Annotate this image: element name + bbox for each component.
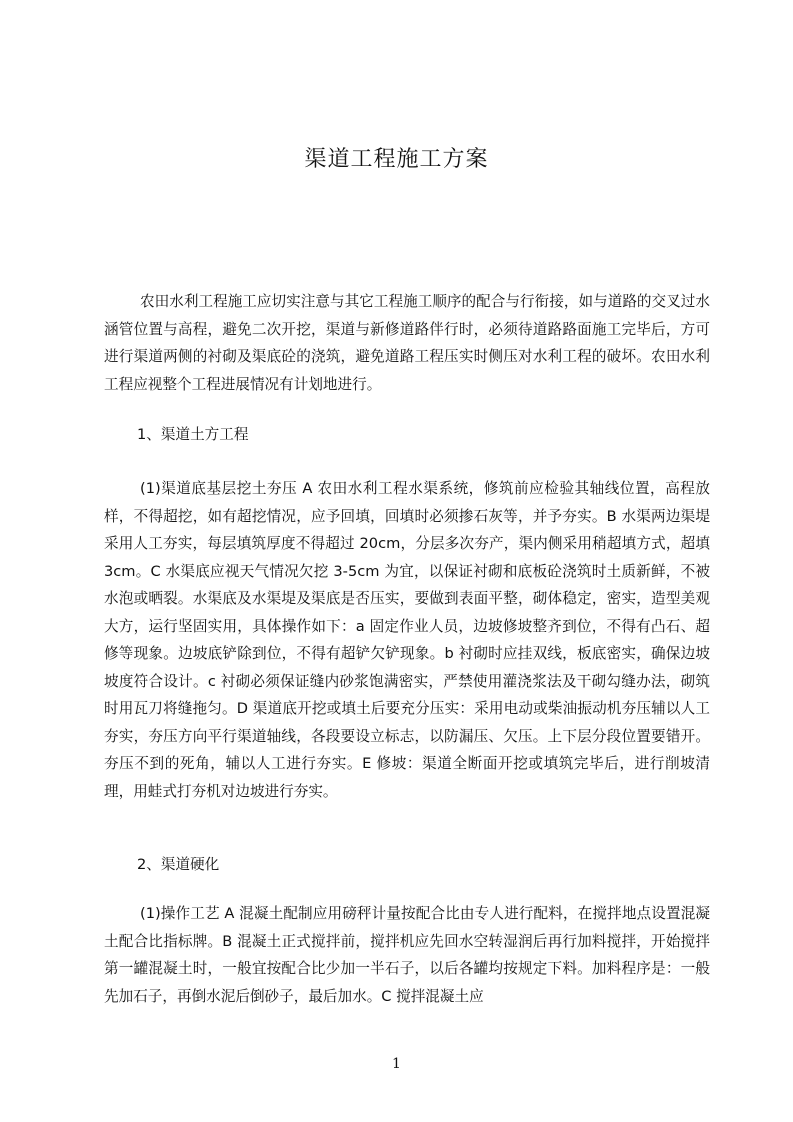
page-number: 1 [392, 1056, 401, 1072]
page-title: 渠道工程施工方案 [304, 147, 489, 172]
section-1-paragraph: (1)渠道底基层挖土夯压 A 农田水利工程水渠系统，修筑前应检验其轴线位置，高程放样，不得超挖，如有超挖情况，应予回填，回填时必须掺石灰等，并予夯实。B 水渠两边渠堤采用人工夯实，每层填筑厚度不得超过 20cm，分层多次夯产，渠内侧采用稍超填方式，超填 3cm。C 水渠底应视天气情况欠挖 3-5cm 为宜，以保证衬砌和底板砼浇筑时土质新鲜，不被水泡或晒裂。水渠底及水渠堤及渠底是否压实，要做到表面平整，砌体稳定，密实，造型美观大方，运行坚固实用，具体操作如下：a 固定作业人员，边坡修坡整齐到位，不得有凸石、超修等现象。边坡底铲除到位，不得有超铲欠铲现象。b 衬砌时应挂双线，板底密实，确保边坡坡度符合设计。c 衬砌必须保证缝内砂浆饱满密实，严禁使用灌浇浆法及干砌勾缝办法，砌筑时用瓦刀将缝拖匀。D 渠道底开挖或填土后要充分压实：采用电动或柴油振动机夯压辅以人工夯实，夯压方向平行渠道轴线，各段要设立标志，以防漏压、欠压。上下层分段位置要错开。夯压不到的死角，辅以人工进行夯实。E 修坡：渠道全断面开挖或填筑完毕后，进行削坡清理，用蛙式打夯机对边坡进行夯实。 [104, 480, 710, 800]
section-2-heading: 2、渠道硬化 [137, 856, 220, 873]
intro-paragraph: 农田水利工程施工应切实注意与其它工程施工顺序的配合与行衔接，如与道路的交叉过水涵管位置与高程，避免二次开挖，渠道与新修道路伴行时，必须待道路路面施工完毕后，方可进行渠道两侧的衬砌及渠底砼的浇筑，避免道路工程压实时侧压对水利工程的破坏。农田水利工程应视整个工程进展情况有计划地进行。 [104, 293, 710, 393]
section-2-paragraph: (1)操作工艺 A 混凝土配制应用磅秤计量按配合比由专人进行配料，在搅拌地点设置混凝土配合比指标牌。B 混凝土正式搅拌前，搅拌机应先回水空转湿润后再行加料搅拌，开始搅拌第一罐混凝土时，一般宜按配合比少加一半石子，以后各罐均按规定下料。加料程序是：一般先加石子，再倒水泥后倒砂子，最后加水。C 搅拌混凝土应 [104, 905, 710, 1005]
section-1-heading: 1、渠道土方工程 [137, 426, 249, 443]
